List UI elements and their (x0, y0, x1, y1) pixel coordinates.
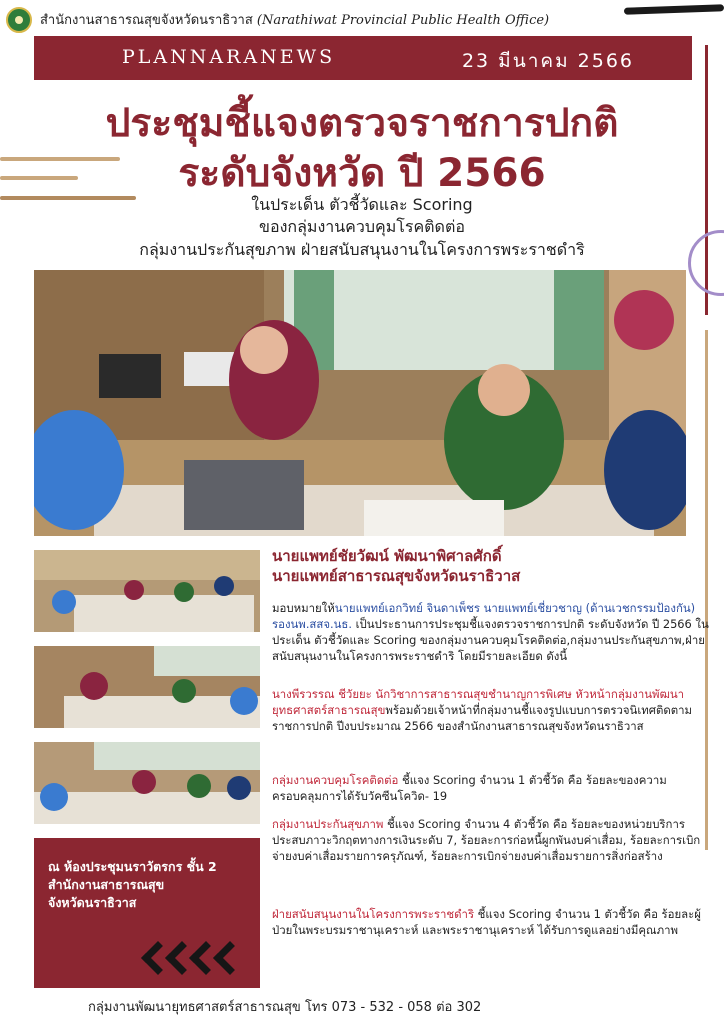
location-text (48, 858, 217, 912)
meeting-photo-thumbnail-3 (34, 742, 260, 824)
newsletter-date: 23 มีนาคม 2566 (461, 50, 634, 72)
p2-text: พร้อมด้วยเจ้าหน้าที่กลุ่มงานชี้แจงรูปแบบการตรวจนิเทศติดตามราชการปกติ ปีงบประมาณ 2566 ของสำนักงานสาธารณสุขจังหวัดนราธิวาส (272, 703, 693, 733)
p1-prefix: มอบหมายให้ (272, 601, 335, 615)
meeting-photo-main (34, 270, 686, 536)
meeting-photo-thumbnail-2 (34, 646, 260, 728)
office-header (40, 9, 549, 30)
subtitle-line-2: ของกลุ่มงานควบคุมโรคติดต่อ (259, 217, 465, 236)
p4-text: ชี้แจง Scoring จำนวน 4 ตัวชี้วัด คือ ร้อยละของหน่วยบริการประสบภาวะวิกฤตทางการเงินระดับ 7, ร้อยละการก่อหนี้ผูกพันงบค่าเสื่อม, ร้อยละการเบิกจ่ายงบค่าเสื่อมรายการครุภัณฑ์, ร้อยละการเบิกจ่ายงบค่าเสื่อมรายการสิ่งก่อสร้าง (272, 817, 701, 863)
thumbnail-illustration (34, 742, 260, 824)
location-line-2: สำนักงานสาธารณสุข (48, 877, 165, 892)
p4-heading: กลุ่มงานประกันสุขภาพ (272, 817, 384, 831)
office-name-english: (Narathiwat Provincial Public Health Office) (256, 13, 550, 28)
paragraph-3 (272, 772, 712, 804)
newsletter-banner (34, 36, 692, 80)
thumbnail-illustration (34, 550, 260, 632)
chairman-name: นายแพทย์ชัยวัฒน์ พัฒนาพิศาลศักดิ์ (272, 547, 502, 565)
health-ministry-logo (6, 7, 32, 33)
footer-contact: กลุ่มงานพัฒนายุทธศาสตร์สาธารณสุข โทร 073 - 532 - 058 ต่อ 302 (88, 1000, 482, 1015)
paragraph-4 (272, 816, 712, 864)
paragraph-1 (272, 600, 712, 664)
location-line-3: จังหวัดนราธิวาส (48, 895, 137, 910)
meeting-photo-illustration (34, 270, 686, 536)
p3-text: ชี้แจง Scoring จำนวน 1 ตัวชี้วัด คือ ร้อยละของความครอบคลุมการได้รับวัคซีนโควิด- 19 (272, 773, 667, 803)
p5-text: ชี้แจง Scoring จำนวน 1 ตัวชี้วัด คือ ร้อยละผู้ป่วยในพระบรมราชานุเคราะห์ และพระราชานุเคราะห์ ได้รับการดูแลอย่างมีคุณภาพ (272, 907, 701, 937)
location-line-1: ณ ห้องประชุมนราวัตรกร ชั้น 2 (48, 859, 217, 874)
office-name-thai: สำนักงานสาธารณสุขจังหวัดนราธิวาส (40, 13, 253, 28)
chairman-names (272, 546, 520, 586)
headline-line-2: ระดับจังหวัด ปี 2566 (178, 151, 546, 196)
location-box (34, 838, 260, 988)
subtitle-line-1: ในประเด็น ตัวชี้วัดและ Scoring (251, 195, 473, 214)
chevron-right-icon (213, 941, 247, 975)
chairman-title: นายแพทย์สาธารณสุขจังหวัดนราธิวาส (272, 567, 521, 585)
paragraph-5 (272, 906, 712, 938)
subtitle-line-3: กลุ่มงานประกันสุขภาพ ฝ่ายสนับสนุนงานในโครงการพระราชดำริ (139, 240, 585, 259)
newsletter-name: PLANNARANEWS (122, 46, 336, 68)
thumbnail-illustration (34, 646, 260, 728)
p3-heading: กลุ่มงานควบคุมโรคติดต่อ (272, 773, 399, 787)
headline-line-1: ประชุมชี้แจงตรวจราชการปกติ (105, 101, 619, 146)
p5-heading: ฝ่ายสนับสนุนงานในโครงการพระราชดำริ (272, 907, 475, 921)
paragraph-2 (272, 686, 712, 734)
brush-stroke-decoration (624, 4, 724, 14)
p2-presenter-name: นางพีรวรรณ ชีวัยยะ นักวิชาการสาธารณสุขชำนาญการพิเศษ หัวหน้ากลุ่มงานพัฒนายุทธศาสตร์สาธารณสุข (272, 687, 685, 717)
meeting-photo-thumbnail-1 (34, 550, 260, 632)
p1-presiding-name: นายแพทย์เอกวิทย์ จินดาเพ็ชร นายแพทย์เชี่ยวชาญ (ด้านเวชกรรมป้องกัน) รองนพ.สสจ.นธ. (272, 601, 696, 631)
p1-text: เป็นประธานการประชุมชี้แจงตรวจราชการปกติ ระดับจังหวัด ปี 2566 ในประเด็น ตัวชี้วัดและ Scoring ของกลุ่มงานควบคุมโรคติดต่อ,กลุ่มงานประกันสุขภาพ,ฝ่ายสนับสนุนงานในโครงการพระราชดำริ โดยมีรายละเอียด ดังนี้ (272, 617, 709, 663)
